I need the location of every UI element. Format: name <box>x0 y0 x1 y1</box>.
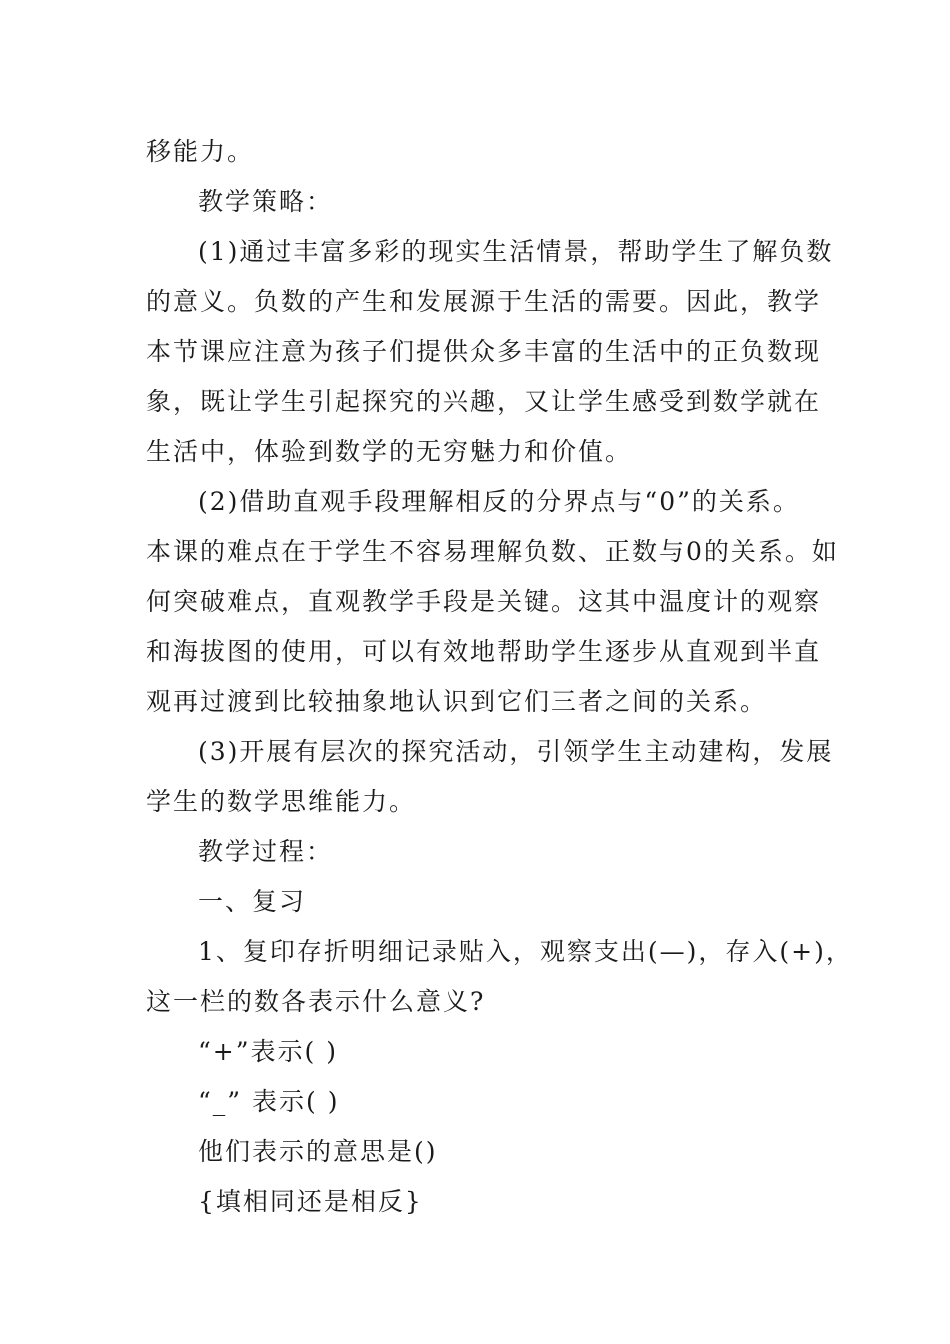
text-line: (2)借助直观手段理解相反的分界点与“0”的关系。 <box>198 487 800 516</box>
text-line: 象，既让学生引起探究的兴趣，又让学生感受到数学就在 <box>146 387 822 416</box>
section-heading: 教学策略： <box>198 187 334 216</box>
section-heading: 教学过程： <box>198 837 334 866</box>
text-line: 本课的难点在于学生不容易理解负数、正数与0的关系。如 <box>146 537 839 566</box>
text-line: “_” 表示( ) <box>198 1087 340 1116</box>
text-line: (1)通过丰富多彩的现实生活情景，帮助学生了解负数 <box>198 237 834 266</box>
text-line: “+”表示( ) <box>198 1037 338 1066</box>
text-line: 和海拔图的使用，可以有效地帮助学生逐步从直观到半直 <box>146 637 822 666</box>
text-line: 移能力。 <box>146 137 255 166</box>
text-line: 1、复印存折明细记录贴入，观察支出(—)，存入(+)， <box>198 937 853 966</box>
text-line: 学生的数学思维能力。 <box>146 787 417 816</box>
text-line: 本节课应注意为孩子们提供众多丰富的生活中的正负数现 <box>146 337 822 366</box>
text-line: 他们表示的意思是() <box>198 1137 438 1166</box>
text-line: 的意义。负数的产生和发展源于生活的需要。因此，教学 <box>146 287 822 316</box>
text-line: 何突破难点，直观教学手段是关键。这其中温度计的观察 <box>146 587 822 616</box>
text-line: 生活中，体验到数学的无穷魅力和价值。 <box>146 437 633 466</box>
section-heading: 一、复习 <box>198 887 307 916</box>
text-line: {填相同还是相反} <box>198 1187 423 1216</box>
text-line: 这一栏的数各表示什么意义? <box>146 987 486 1016</box>
text-line: (3)开展有层次的探究活动，引领学生主动建构，发展 <box>198 737 834 766</box>
text-line: 观再过渡到比较抽象地认识到它们三者之间的关系。 <box>146 687 768 716</box>
